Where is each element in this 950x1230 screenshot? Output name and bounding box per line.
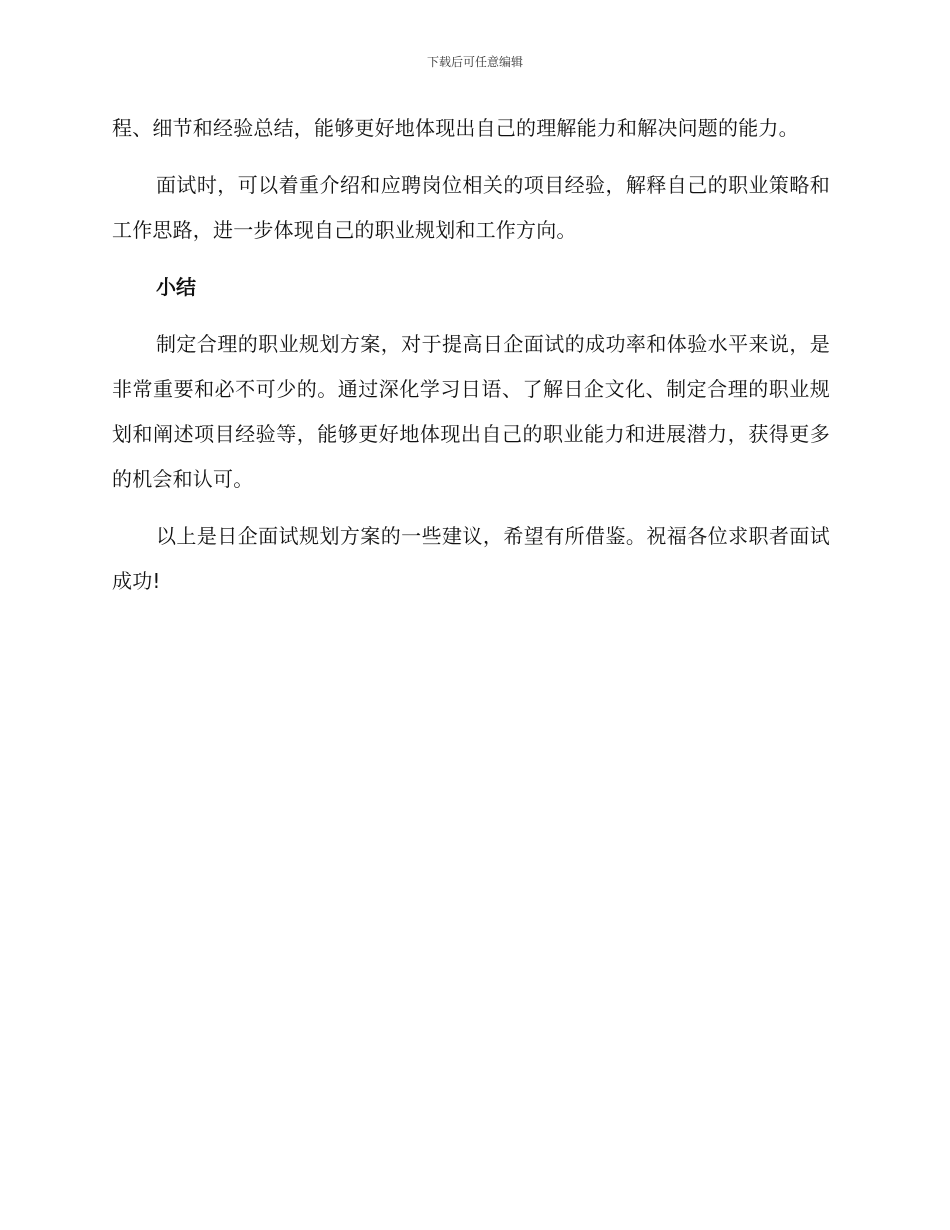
document-body [112,106,830,616]
paragraph-continuation: 程、细节和经验总结，能够更好地体现出自己的理解能力和解决问题的能力。 [112,116,799,140]
page-header-note: 下载后可任意编辑 [426,55,523,69]
paragraph-interview-tips: 面试时，可以着重介绍和应聘岗位相关的项目经验，解释自己的职业策略和工作思路，进一步体现自己的职业规划和工作方向。 [112,173,830,242]
section-heading-summary: 小结 [156,275,196,299]
paragraph-closing: 以上是日企面试规划方案的一些建议，希望有所借鉴。祝福各位求职者面试成功! [112,524,830,593]
paragraph-summary: 制定合理的职业规划方案，对于提高日企面试的成功率和体验水平来说，是非常重要和必不可少的。通过深化学习日语、了解日企文化、制定合理的职业规划和阐述项目经验等，能够更好地体现出自己的职业能力和进展潜力，获得更多的机会和认可。 [112,332,830,491]
